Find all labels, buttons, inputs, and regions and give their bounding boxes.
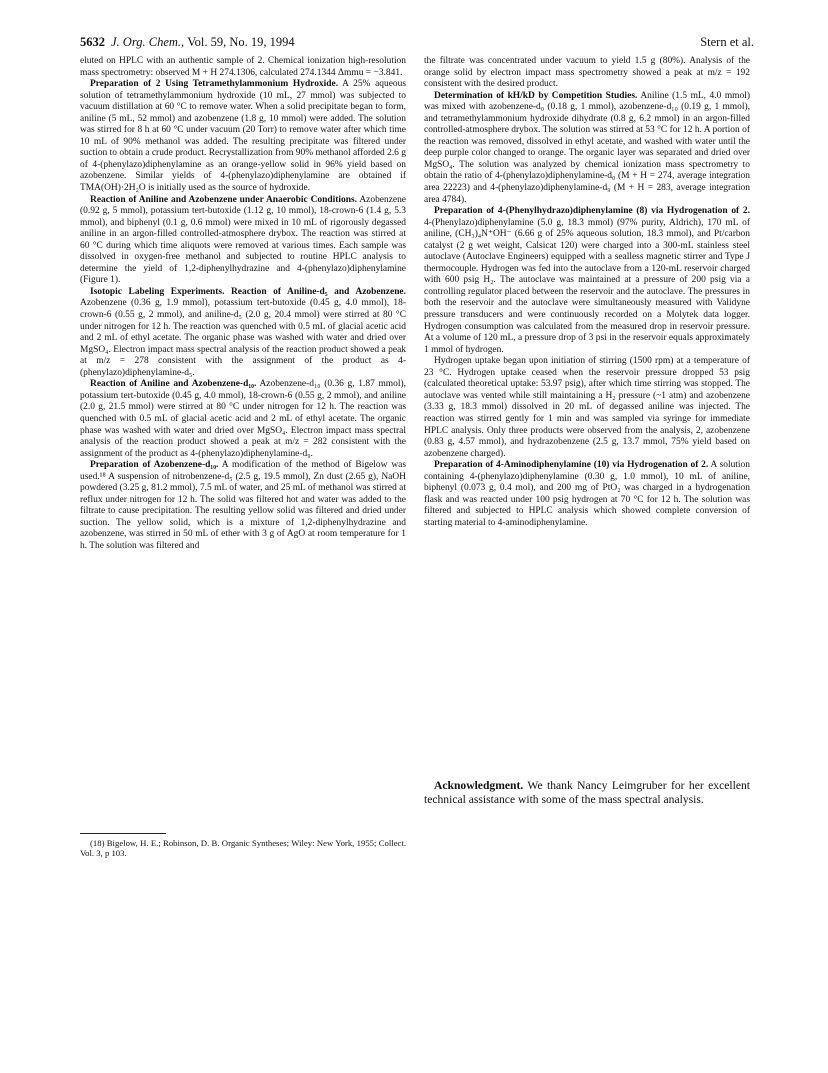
- section-body: Azobenzene (0.36 g, 1.9 mmol), potassium tert-butoxide (0.45 g, 4.0 mmol), 18-crown-6 (0.55 g, 2 mmol), and aniline-d₅ (2.0 g, 20.4 mmol) were stirred at 80 °C under nitrogen for 12 h. The reaction was quenched with 0.5 mL of glacial acetic acid and 2 mL of ethyl acetate. The organic phase was washed with water and dried over MgSO₄. Electron impact mass spectral analysis of the reaction product showed a peak at m/z = 278 consistent with the assignment of the product as 4-(phenylazo)diphenylamine-d₅.: [80, 298, 406, 378]
- paragraph: Hydrogen uptake began upon initiation of stirring (1500 rpm) at a temperature of 23 °C. Hydrogen uptake ceased when the reservoir pressure dropped 53 psig (calculated theoretical uptake: 53.97 psig), after which time stirring was stopped. The autoclave was vented while still maintaining a H₂ pressure (~1 atm) and azobenzene (3.33 g, 18.3 mmol) dissolved in 20 mL of degassed aniline was injected. The reaction was stirred gently for 1 min and was sampled via syringe for immediate HPLC analysis. Only three products were observed from the analysis, 2, azobenzene (0.83 g, 4.57 mmol), and hydrazobenzene (2.5 g, 13.7 mmol, 75% yield based on azobenzene charged).: [424, 356, 750, 459]
- running-authors: Stern et al.: [700, 35, 754, 49]
- left-column: [80, 56, 406, 553]
- section-isotopic: [80, 287, 406, 379]
- section-heading: Preparation of 2 Using Tetramethylammonium Hydroxide.: [90, 79, 339, 90]
- section-tma: [80, 79, 406, 194]
- section-heading: Reaction of Aniline and Azobenzene under Anaerobic Conditions.: [90, 194, 357, 205]
- paragraph: eluted on HPLC with an authentic sample of 2. Chemical ionization high-resolution mass spectrometry: observed M + H 274.1306, calculated 274.1344 Δmmu = −3.841.: [80, 56, 406, 78]
- section-azobenzene-d10-reaction: [80, 379, 406, 460]
- page-number: 5632: [80, 35, 105, 49]
- section-body: A 25% aqueous solution of tetramethylammonium hydroxide (10 mL, 27 mmol) was subjected to vacuum distillation at 60 °C to remove water. When a solid precipitate began to form, aniline (5 mL, 52 mmol) and azobenzene (1.8 g, 10 mmol) were added. The solution was stirred for 8 h at 60 °C under vacuum (20 Torr) to remove water after which time 10 mL of 90% methanol was added. The resulting precipitate was filtered under suction to obtain a crude product. Recrystallization from 90% methanol afforded 2.6 g of 4-(phenylazo)diphenylamine as an orange-yellow solid in 96% yield based on azobenzene. Similar yields of 4-(phenylazo)diphenylamine are obtained if TMA(OH)·2H₂O is initially used as the source of hydroxide.: [80, 79, 406, 194]
- journal-name: J. Org. Chem., Vol. 59, No. 19, 1994: [111, 35, 295, 49]
- section-heading: Isotopic Labeling Experiments. Reaction of Aniline-d₅ and Azobenzene.: [90, 286, 406, 297]
- section-body: 4-(Phenylazo)diphenylamine (5.0 g, 18.3 mmol) (97% purity, Aldrich), 170 mL of aniline, (CH₃)₄N⁺OH⁻ (6.66 g of 25% aqueous solution, 18.3 mmol), and Pt/carbon catalyst (2 g wet weight, Calsicat 120) were charged into a 300-mL stainless steel autoclave (Autoclave Engineers) equipped with a sealless magnetic stirrer and Type J thermocouple. Hydrogen was fed into the autoclave from a 120-mL reservoir charged with 600 psig H₂. The autoclave was maintained at a pressure of 200 psig via a controlling regulator placed between the reservoir and the autoclave. The pressures in both the reservoir and the autoclave were simultaneously measured with Validyne pressure transducers and were continuously recorded on a Molytek data logger. Hydrogen consumption was calculated from the measured drop in reservoir pressure. At a volume of 120 mL, a pressure drop of 3 psi in the reservoir equals approximately 1 mmol of hydrogen.: [424, 217, 750, 355]
- section-body: A solution containing 4-(phenylazo)diphenylamine (0.30 g, 1.0 mmol), 10 mL of aniline, biphenyl (0.073 g, 0.4 mol), and 200 mg of PtO₂ was charged in a hydrogenation flask and was reacted under 100 psig hydrogen at 70 °C for 12 h. The solution was filtered and subjected to HPLC analysis which showed complete conversion of starting material to 4-aminodiphenylamine.: [424, 460, 750, 528]
- journal-volume: Vol. 59, No. 19, 1994: [187, 35, 295, 49]
- section-anaerobic: [80, 195, 406, 287]
- paragraph: the filtrate was concentrated under vacuum to yield 1.5 g (80%). Analysis of the orange solid by electron impact mass spectrometry showed a peak at m/z = 192 consistent with the desired product.: [424, 56, 750, 90]
- section-body: Azobenzene (0.92 g, 5 mmol), potassium tert-butoxide (1.12 g, 10 mmol), 18-crown-6 (1.4 g, 5.3 mmol), and biphenyl (0.1 g, 0.6 mmol) were mixed in 10 mL of rigorously degassed aniline in an argon-filled controlled-atmosphere drybox. The reaction was stirred at 60 °C during which time aliquots were removed at various times. Each sample was dissolved in oxygen-free methanol and subjected to routine HPLC analysis to determine the yield of 1,2-diphenylhydrazine and 4-(phenylazo)diphenylamine (Figure 1).: [80, 194, 406, 286]
- section-heading: Preparation of Azobenzene-d₁₀.: [90, 460, 219, 471]
- section-hydrogenation: [424, 206, 750, 356]
- section-competition: [424, 91, 750, 206]
- footnote-rule: [80, 833, 166, 834]
- acknowledgment-body: We thank Nancy Leimgruber for her excellent technical assistance with some of the mass spectral analysis.: [424, 779, 750, 806]
- acknowledgment-heading: Acknowledgment.: [434, 779, 524, 792]
- section-heading: Reaction of Aniline and Azobenzene-d₁₀.: [90, 379, 257, 390]
- acknowledgment: [424, 779, 750, 807]
- footnote: [80, 838, 406, 859]
- section-aminodiphenylamine: [424, 460, 750, 529]
- running-head: [80, 34, 754, 50]
- section-body: Azobenzene-d₁₀ (0.36 g, 1.87 mmol), potassium tert-butoxide (0.45 g, 4.0 mmol), 18-crown-6 (0.55 g, 2 mmol), and aniline (2.0 g, 21.5 mmol) were stirred at 80 °C under nitrogen for 12 h. The reaction was quenched with 0.5 mL of glacial acetic acid and 2 mL of ethyl acetate. The organic phase was washed with water and dried over MgSO₄. Electron impact mass spectral analysis of the reaction product showed a peak at m/z = 282 consistent with the assignment of the product as 4-(phenylazo)diphenylamine-d₉.: [80, 379, 406, 459]
- section-body: A modification of the method of Bigelow was used.¹⁸ A suspension of nitrobenzene-d₅ (2.5 g, 19.5 mmol), Zn dust (2.65 g), NaOH powdered (3.25 g, 81.2 mmol), 7.5 mL of water, and 25 mL of methanol was stirred at reflux under nitrogen for 12 h. The solid was filtered hot and water was added to the filtrate to cause precipitation. The resulting yellow solid was filtered and dried under suction. The yellow solid, which is a mixture of 1,2-diphenylhydrazine and azobenzene, was stirred in 50 mL of ether with 3 g of AgO at room temperature for 1 h. The solution was filtered and: [80, 460, 406, 551]
- section-body: Aniline (1.5 mL, 4.0 mmol) was mixed with azobenzene-d₀ (0.18 g, 1 mmol), azobenzene-d₁₀ (0.19 g, 1 mmol), and tetramethylammonium hydroxide dihydrate (0.8 g, 6.2 mmol) in an argon-filled controlled-atmosphere drybox. The solution was stirred at 53 °C for 12 h. A portion of the reaction was removed, dissolved in ethyl acetate, and washed with water until the deep purple color changed to orange. The organic layer was separated and dried over MgSO₄. The solution was analyzed by chemical ionization mass spectrometry to obtain the ratio of 4-(phenylazo)diphenylamine-d₀ (M + H = 274, average integration area 22223) and 4-(phenylazo)diphenylamine-d₉ (M + H = 283, average integration area 4784).: [424, 90, 750, 205]
- section-heading: Preparation of 4-Aminodiphenylamine (10) via Hydrogenation of 2.: [434, 460, 709, 471]
- section-heading: Preparation of 4-(Phenylhydrazo)diphenylamine (8) via Hydrogenation of 2.: [434, 206, 750, 217]
- section-heading: Determination of kH/kD by Competition Studies.: [434, 90, 638, 101]
- section-azobenzene-d10-prep: [80, 460, 406, 552]
- right-column: [424, 56, 750, 529]
- footnote-18: (18) Bigelow, H. E.; Robinson, D. B. Organic Syntheses; Wiley: New York, 1955; Collect. Vol. 3, p 103.: [80, 838, 406, 859]
